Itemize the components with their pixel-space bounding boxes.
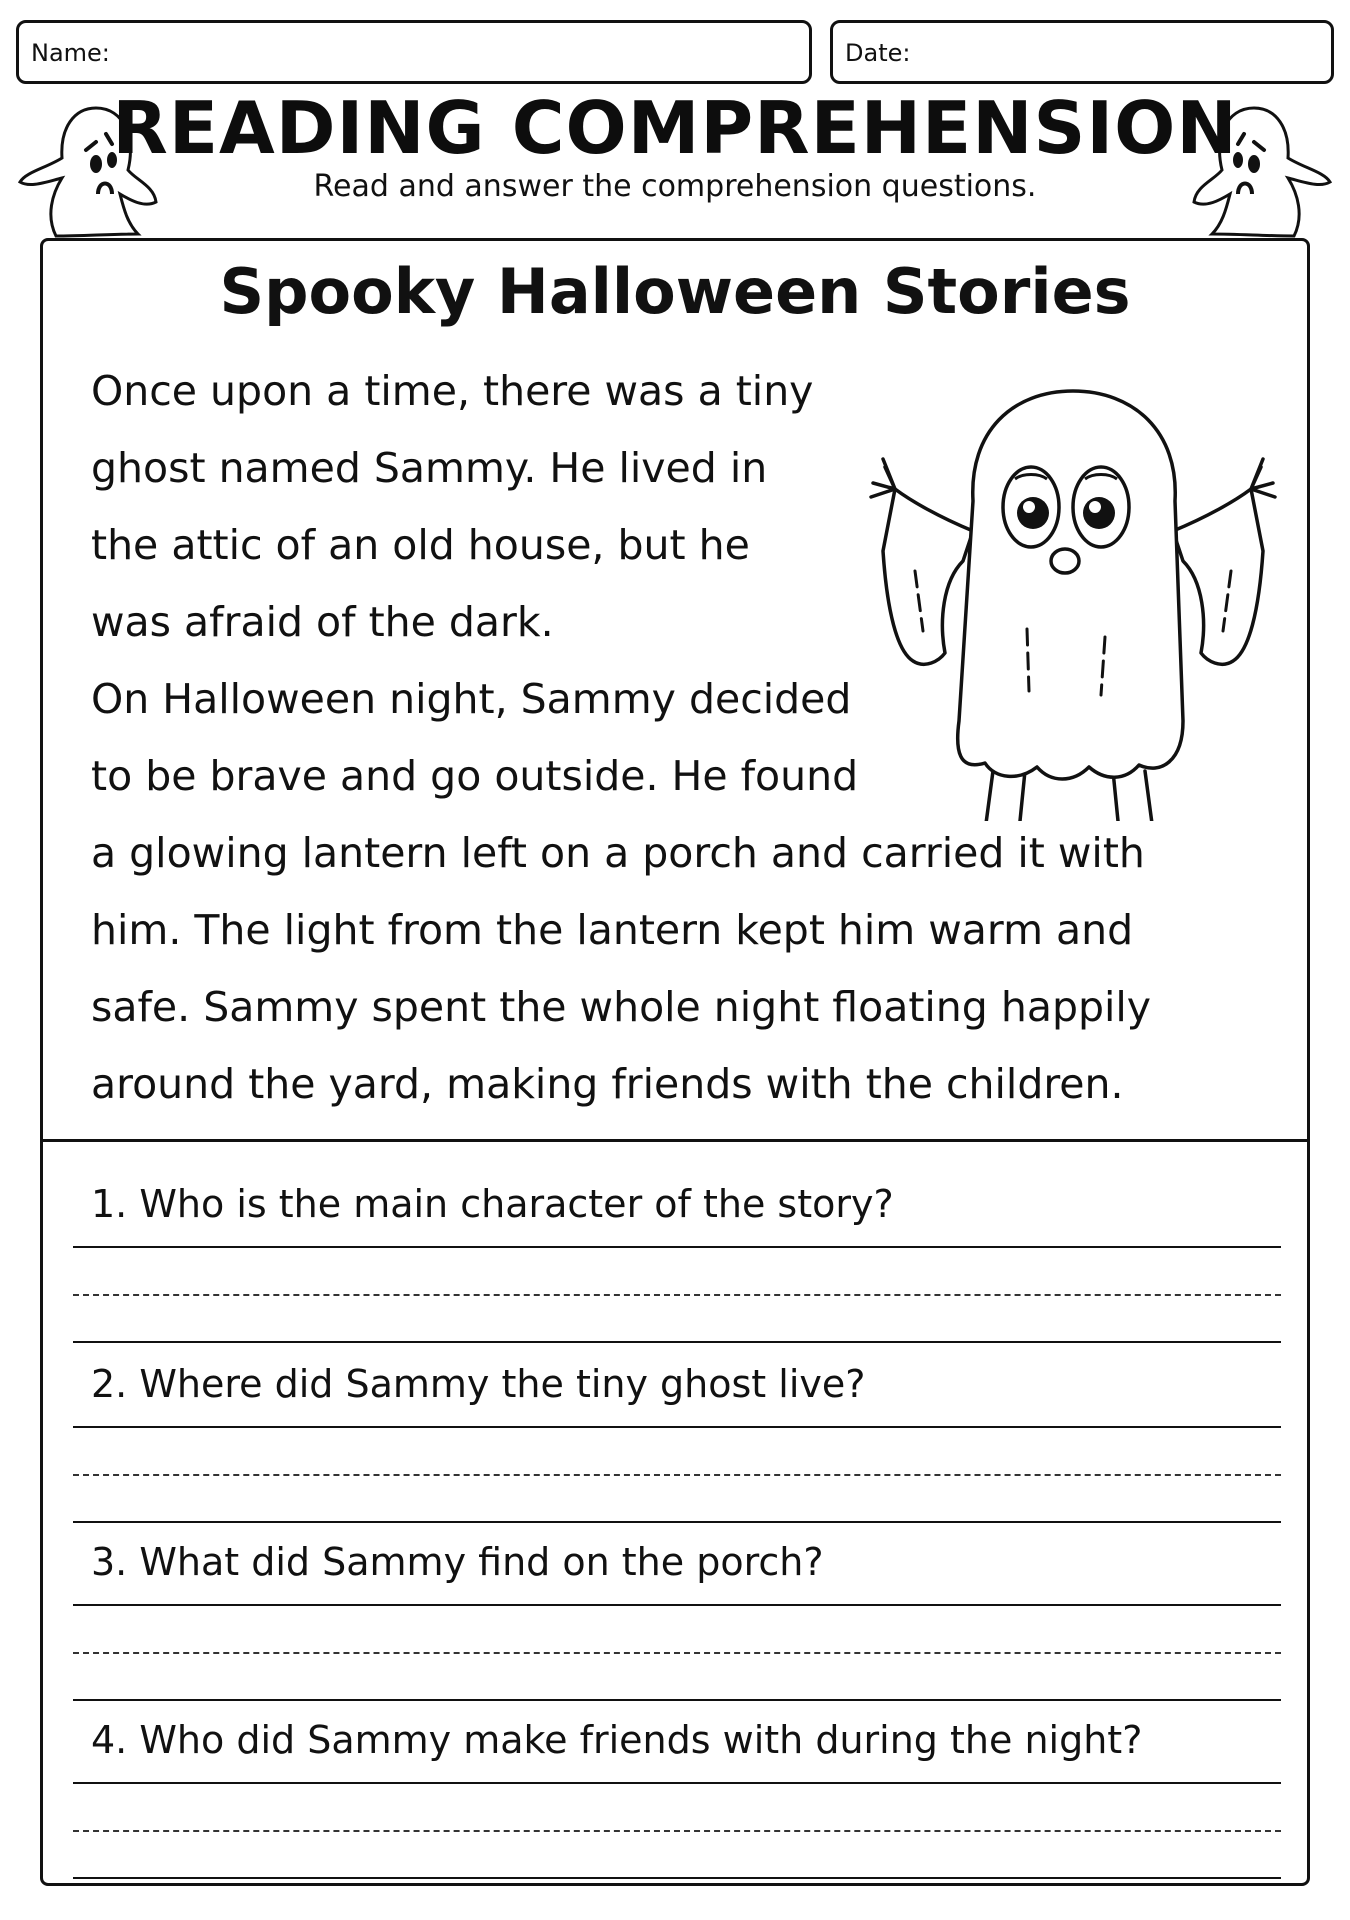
story-box xyxy=(40,238,1310,1886)
answer-baseline[interactable] xyxy=(73,1877,1281,1879)
answer-line[interactable] xyxy=(73,1426,1281,1428)
question-text: 3. What did Sammy find on the porch? xyxy=(91,1540,824,1584)
date-field[interactable] xyxy=(830,20,1334,84)
date-label: Date: xyxy=(845,39,911,67)
answer-guide-line xyxy=(73,1830,1281,1832)
story-line: a glowing lantern left on a porch and carried it with xyxy=(91,829,1145,877)
answer-line[interactable] xyxy=(73,1246,1281,1248)
name-field[interactable] xyxy=(16,20,812,84)
story-line: ghost named Sammy. He lived in xyxy=(91,444,768,492)
question-text: 4. Who did Sammy make friends with during the night? xyxy=(91,1718,1143,1762)
name-label: Name: xyxy=(31,39,110,67)
answer-baseline[interactable] xyxy=(73,1699,1281,1701)
answer-guide-line xyxy=(73,1474,1281,1476)
story-line: Once upon a time, there was a tiny xyxy=(91,367,814,415)
question-text: 1. Who is the main character of the story? xyxy=(91,1182,894,1226)
story-line: the attic of an old house, but he xyxy=(91,521,750,569)
story-line: to be brave and go outside. He found xyxy=(91,752,859,800)
story-title: Spooky Halloween Stories xyxy=(219,255,1131,328)
story-line: safe. Sammy spent the whole night floating happily xyxy=(91,983,1152,1031)
answer-guide-line xyxy=(73,1652,1281,1654)
instructions: Read and answer the comprehension questions. xyxy=(313,169,1037,204)
ghost-in-sheet-illustration xyxy=(843,361,1303,821)
answer-line[interactable] xyxy=(73,1782,1281,1784)
story-line: On Halloween night, Sammy decided xyxy=(91,675,852,723)
answer-guide-line xyxy=(73,1294,1281,1296)
story-line: was afraid of the dark. xyxy=(91,598,554,646)
answer-baseline[interactable] xyxy=(73,1521,1281,1523)
answer-baseline[interactable] xyxy=(73,1341,1281,1343)
worksheet-header xyxy=(40,86,1310,204)
section-divider xyxy=(43,1139,1307,1142)
question-text: 2. Where did Sammy the tiny ghost live? xyxy=(91,1362,866,1406)
answer-line[interactable] xyxy=(73,1604,1281,1606)
story-line: around the yard, making friends with the children. xyxy=(91,1060,1124,1108)
page-title: READING COMPREHENSION xyxy=(112,86,1238,170)
story-line: him. The light from the lantern kept him warm and xyxy=(91,906,1134,954)
